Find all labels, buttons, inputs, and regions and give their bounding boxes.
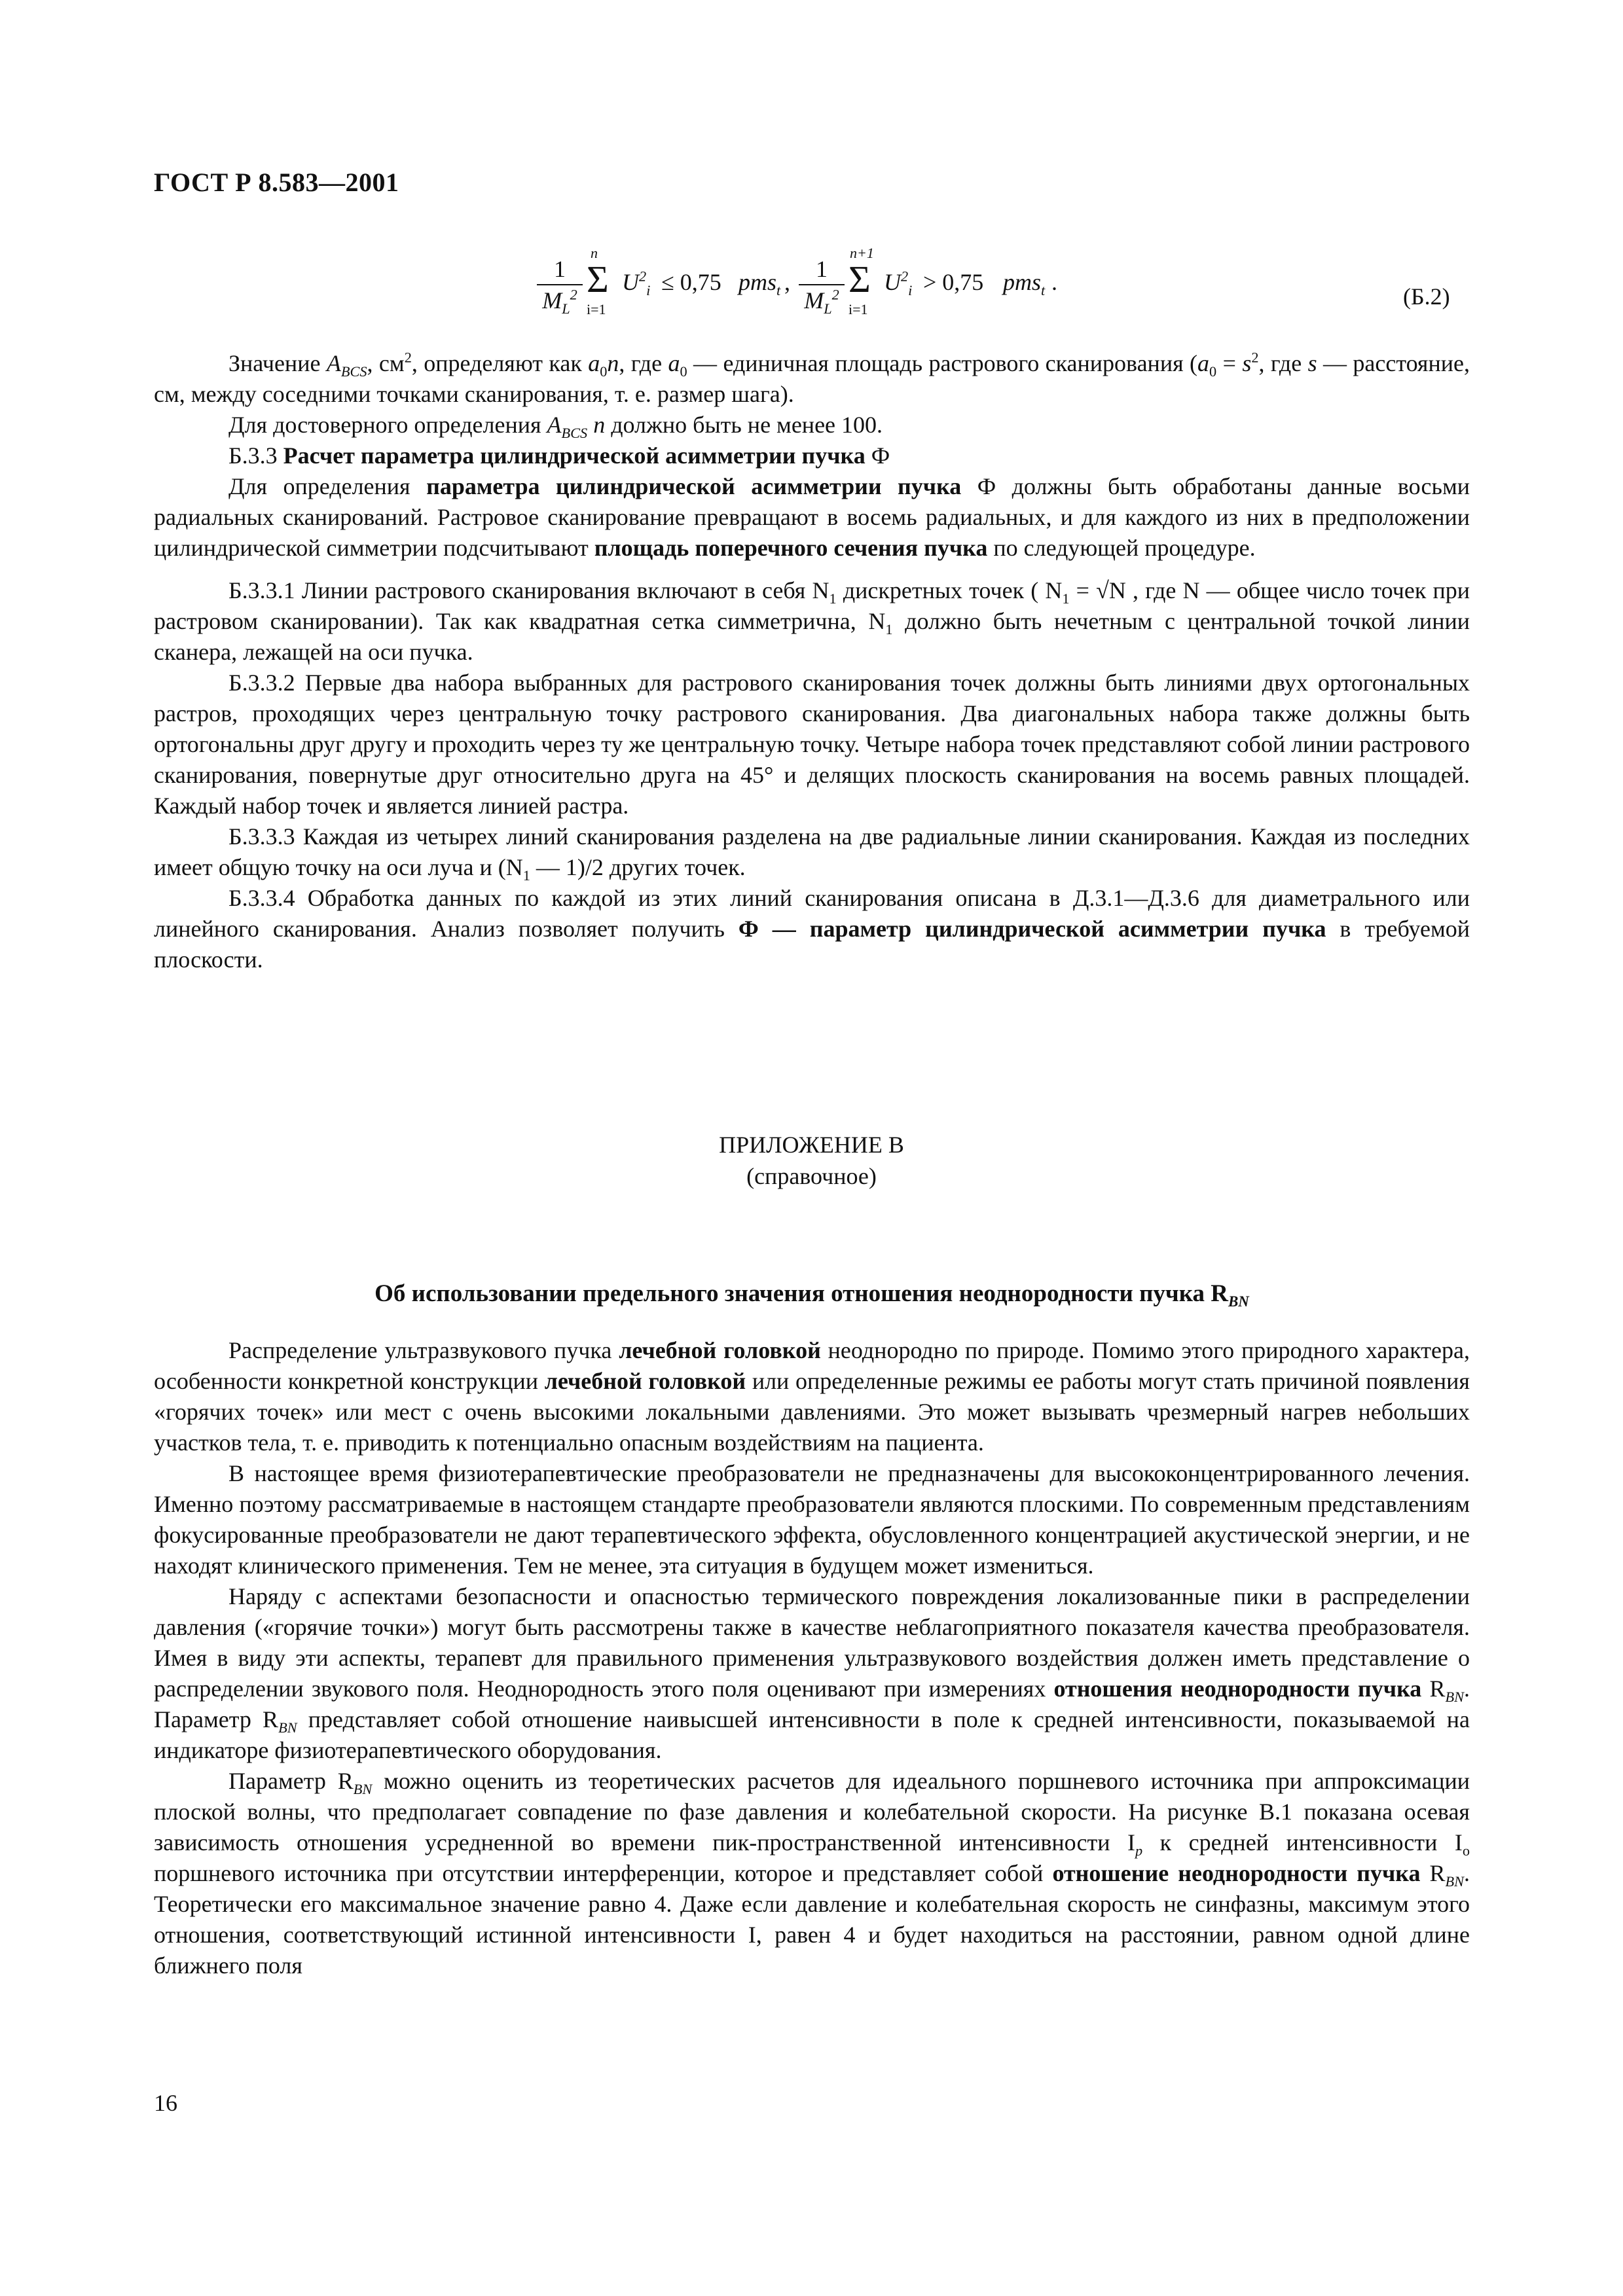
formula-fraction-1: $\frac{1}{M_L^2}$ — [537, 255, 583, 314]
formula-b2 — [537, 245, 1480, 327]
sum1-term: $U^2_i$ — [622, 268, 651, 298]
sum1-upper: n — [591, 245, 598, 261]
paragraph-nonuniformity: Распределение ультразвукового пучка лечебной головкой неоднородно по природе. Помимо этого природного характера, особенности конкретной конструкции лечебной головкой или определенные режимы ее работы могут стать причиной появления «горячих точек» или мест с очень высокими локальными давлениями. Это может вызывать чрезмерный нагрев небольших участков тела, т. е. приводить к потенциально опасным воздействиям на пациента. — [154, 1337, 1470, 1456]
formula-separator: , — [784, 269, 790, 295]
appendix-type: (справочное) — [746, 1163, 877, 1189]
paragraph-b334: Б.3.3.4 Обработка данных по каждой из этих линий сканирования описана в Д.3.1—Д.3.6 для диаметрального или линейного сканирования. Анализ позволяет получить Ф — параметр цилиндрической асимметрии пучка в требуемой плоскости. — [154, 885, 1470, 973]
sum1-sigma: Σ — [587, 258, 609, 300]
relation-2: > 0,75 — [923, 269, 984, 295]
paragraph-reliability: Для достоверного определения $A_{BCS}$ n должно быть не менее 100. — [228, 412, 883, 441]
document-code: ГОСТ Р 8.583—2001 — [154, 168, 399, 197]
paragraph-rbn-estimate: Параметр $R_{BN}$ можно оценить из теоретических расчетов для идеального поршневого источника при аппроксимации плоской волны, что предполагает совпадение по фазе давления и колебательной скорости. На рисунке В.1 показана осевая зависимость отношения усредненной во времени пик-пространственной интенсивности $I_p$ к средней интенсивности $I_o$ поршневого источника при отсутствии интерференции, которое и представляет собой отношение неоднородности пучка $R_{BN}$. Теоретически его максимальное значение равно 4. Даже если давление и колебательная скорость не синфазны, максимум этого отношения, соответствующий истинной интенсивности I, равен 4 и будет находиться на расстоянии, равном одной длине ближнего поля — [154, 1768, 1470, 1979]
paragraph-physio-transducers: В настоящее время физиотерапевтические преобразователи не предназначены для высококонцентрированного лечения. Именно поэтому рассматриваемые в настоящем стандарте преобразователи являются плоскими. По современным представлениям фокусированные преобразователи не дают терапевтического эффекта, обусловленного концентрацией акустической энергии, и не находят клинического применения. Тем не менее, эта ситуация в будущем может измениться. — [154, 1460, 1470, 1579]
formula-number: (Б.2) — [1403, 283, 1450, 310]
appendix-title: Об использовании предельного значения отношения неоднородности пучка $R_{BN}$ — [374, 1280, 1249, 1310]
paragraph-b332: Б.3.3.2 Первые два набора выбранных для растрового сканирования точек должны быть линиями двух ортогональных растров, проходящих через центральную точку растрового сканирования. Два диагональных набора также должны быть ортогональны друг другу и проходить через ту же центральную точку. Четыре набора точек представляют собой линии растрового сканирования, повернутые друг относительно друга на 45° и делящих плоскость сканирования на восемь равных площадей. Каждый набор точек и является линией растра. — [154, 670, 1470, 819]
paragraph-b331: Б.3.3.1 Линии растрового сканирования включают в себя $N_1$ дискретных точек ( $N_1 = √N$ , где N — общее число точек при растровом сканировании). Так как квадратная сетка симметрична, $N_1$ должно быть нечетным с центральной точкой линии сканера, лежащей на оси пучка. — [154, 577, 1470, 665]
sum1-lower: i=1 — [587, 301, 606, 317]
page-number: 16 — [154, 2090, 177, 2116]
formula-end: . — [1051, 269, 1057, 295]
pms-2: pms$_t$ — [1003, 269, 1046, 298]
sum2-upper: n+1 — [850, 245, 874, 261]
paragraph-hot-spots: Наряду с аспектами безопасности и опасностью термического повреждения локализованные пики в распределении давления («горячие точки») могут быть рассмотрены также в качестве неблагоприятного показателя качества преобразователя. Имея в виду эти аспекты, терапевт для правильного применения ультразвукового воздействия должен иметь представление о распределении звукового поля. Неоднородность этого поля оценивают при измерениях отношения неоднородности пучка $R_{BN}$. Параметр $R_{BN}$ представляет собой отношение наивысшей интенсивности в поле к средней интенсивности, показываемой на индикаторе физиотерапевтического оборудования. — [154, 1583, 1470, 1763]
formula-fraction-2: $\frac{1}{M_L^2}$ — [799, 255, 845, 314]
sum2-sigma: Σ — [848, 258, 871, 300]
paragraph-b333: Б.3.3.3 Каждая из четырех линий сканирования разделена на две радиальные линии сканирования. Каждая из последних имеет общую точку на оси луча и ($N_1$ — 1)/2 других точек. — [154, 823, 1470, 884]
appendix-label: ПРИЛОЖЕНИЕ В — [719, 1132, 904, 1158]
appendix-body-text — [154, 1335, 1470, 1981]
pms-1: pms$_t$ — [739, 269, 781, 298]
section-b33-text — [154, 348, 1470, 975]
sum2-term: $U^2_i$ — [884, 268, 913, 298]
paragraph-b33-heading: Б.3.3 Расчет параметра цилиндрической асимметрии пучка Ф — [228, 442, 890, 469]
sum2-lower: i=1 — [848, 301, 868, 317]
paragraph-b33-intro: Для определения параметра цилиндрической асимметрии пучка Ф должны быть обработаны данные восьми радиальных сканирований. Растровое сканирование превращают в восемь радиальных, и для каждого из них в предположении цилиндрической симметрии подсчитывают площадь поперечного сечения пучка по следующей процедуре. — [154, 473, 1470, 561]
paragraph-abcs: Значение $A_{BCS}$, $см^2$, определяют как $a_0n$, где $a_0$ — единичная площадь растрового сканирования ($a_0 = s^2$, где s — расстояние, см, между соседними точками сканирования, т. е. размер шага). — [154, 349, 1470, 407]
relation-1: ≤ 0,75 — [661, 269, 721, 295]
